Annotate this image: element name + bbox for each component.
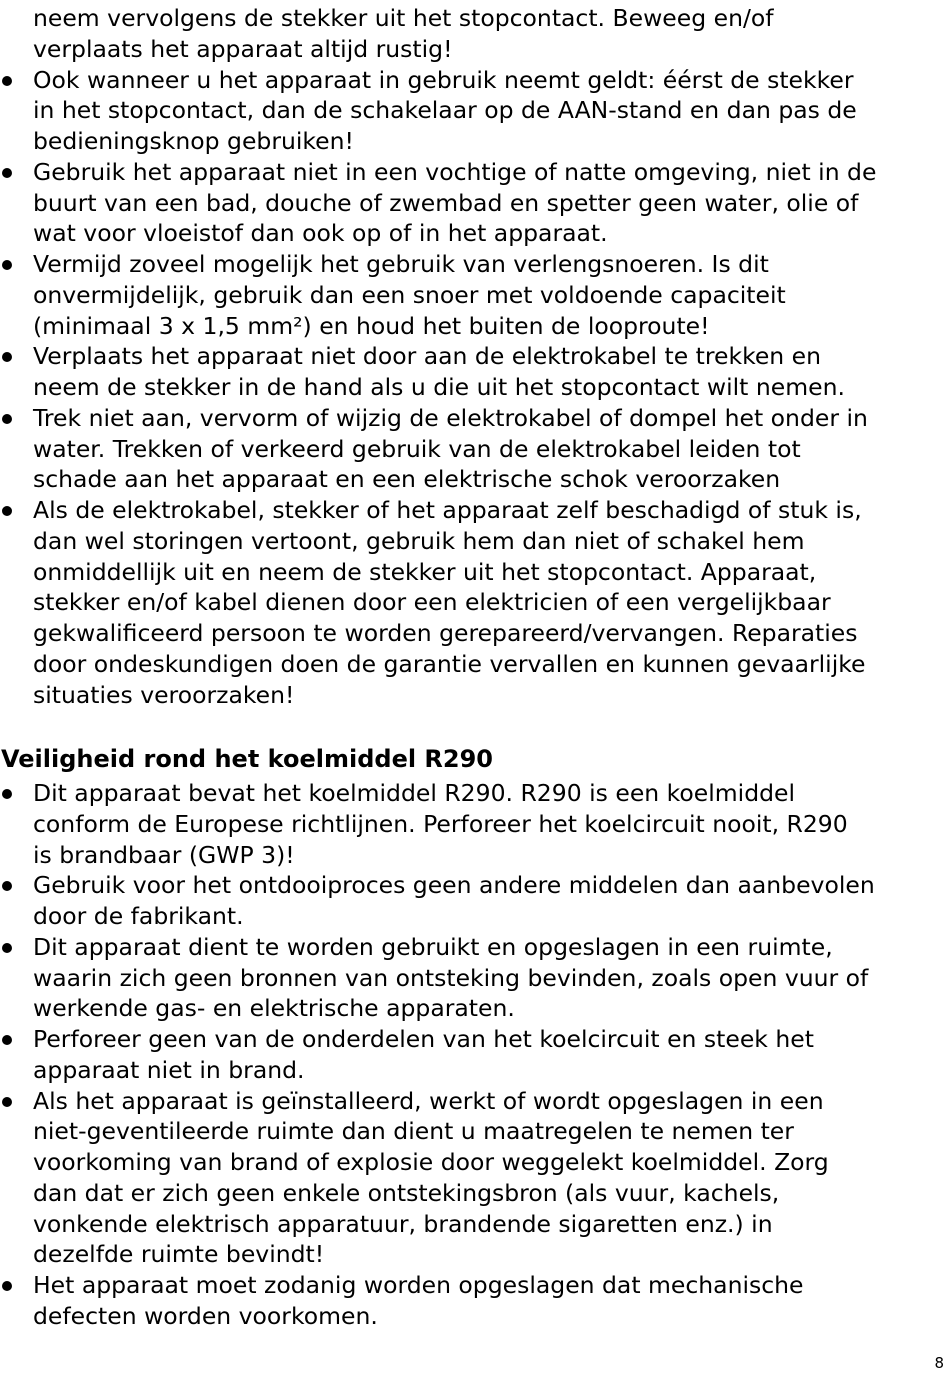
text-line: stekker en/of kabel dienen door een elektricien of een vergelijkbaar xyxy=(33,588,831,617)
page-number: 8 xyxy=(934,1354,944,1372)
bullet-icon xyxy=(2,789,12,799)
text-line: situaties veroorzaken! xyxy=(33,680,295,709)
text-line: Als het apparaat is geïnstalleerd, werkt of wordt opgeslagen in een xyxy=(33,1086,824,1115)
text-line: Gebruik voor het ontdooiproces geen andere middelen dan aanbevolen xyxy=(33,871,875,900)
text-line: Ook wanneer u het apparaat in gebruik neemt geldt: éérst de stekker xyxy=(33,65,854,94)
text-line: waarin zich geen bronnen van ontsteking bevinden, zoals open vuur of xyxy=(33,963,869,992)
text-line: Vermijd zoveel mogelijk het gebruik van verlengsnoeren. Is dit xyxy=(33,250,769,278)
text-line: Dit apparaat dient te worden gebruikt en opgeslagen in een ruimte, xyxy=(33,932,833,961)
text-line: water. Trekken of verkeerd gebruik van de elektrokabel leiden tot xyxy=(33,434,801,463)
text-line: Verplaats het apparaat niet door aan de elektrokabel te trekken en xyxy=(33,342,822,371)
bullet-icon xyxy=(2,1035,12,1045)
text-line: buurt van een bad, douche of zwembad en spetter geen water, olie of xyxy=(33,188,859,217)
text-line: bedieningsknop gebruiken! xyxy=(33,127,354,155)
text-line: wat voor vloeistof dan ook op of in het apparaat. xyxy=(33,219,608,248)
text-line: Perforeer geen van de onderdelen van het koelcircuit en steek het xyxy=(33,1025,814,1053)
text-line: onvermijdelijk, gebruik dan een snoer met voldoende capaciteit xyxy=(33,280,786,309)
text-line: Gebruik het apparaat niet in een vochtige of natte omgeving, niet in de xyxy=(33,157,877,186)
text-line: Dit apparaat bevat het koelmiddel R290. R290 is een koelmiddel xyxy=(33,779,796,807)
text-line: apparaat niet in brand. xyxy=(33,1055,305,1084)
text-line: door ondeskundigen doen de garantie vervallen en kunnen gevaarlijke xyxy=(33,649,866,678)
text-line: gekwalificeerd persoon te worden gerepareerd/vervangen. Reparaties xyxy=(33,619,858,647)
bullet-icon xyxy=(2,260,12,270)
text-line: (minimaal 3 x 1,5 mm²) en houd het buiten de looproute! xyxy=(33,311,710,340)
text-line: niet-geventileerde ruimte dan dient u maatregelen te nemen ter xyxy=(33,1117,794,1146)
text-line: Het apparaat moet zodanig worden opgeslagen dat mechanische xyxy=(33,1271,804,1299)
bullet-icon xyxy=(2,76,12,86)
text-line: defecten worden voorkomen. xyxy=(33,1301,378,1330)
bullet-icon xyxy=(2,414,12,424)
text-line: in het stopcontact, dan de schakelaar op de AAN-stand en dan pas de xyxy=(33,96,857,125)
bullet-icon xyxy=(2,881,12,891)
text-line: vonkende elektrisch apparatuur, brandende sigaretten enz.) in xyxy=(33,1209,773,1238)
text-line: voorkoming van brand of explosie door weggelekt koelmiddel. Zorg xyxy=(33,1148,829,1176)
text-line: conform de Europese richtlijnen. Perforeer het koelcircuit nooit, R290 xyxy=(33,809,848,838)
bullet-icon xyxy=(2,1097,12,1107)
text-line: onmiddellijk uit en neem de stekker uit het stopcontact. Apparaat, xyxy=(33,557,817,586)
text-line: Trek niet aan, vervorm of wijzig de elektrokabel of dompel het onder in xyxy=(33,403,868,432)
bullet-icon xyxy=(2,506,12,516)
bullet-icon xyxy=(2,943,12,953)
text-line: schade aan het apparaat en een elektrische schok veroorzaken xyxy=(33,465,781,494)
text-line: neem de stekker in de hand als u die uit het stopcontact wilt nemen. xyxy=(33,373,845,401)
bullet-icon xyxy=(2,352,12,362)
bullet-icon xyxy=(2,168,12,178)
text-line: is brandbaar (GWP 3)! xyxy=(33,840,295,869)
text-line: dezelfde ruimte bevindt! xyxy=(33,1240,325,1269)
section-heading: Veiligheid rond het koelmiddel R290 xyxy=(1,745,493,774)
text-line: dan wel storingen vertoont, gebruik hem dan niet of schakel hem xyxy=(33,526,805,555)
text-line: Als de elektrokabel, stekker of het apparaat zelf beschadigd of stuk is, xyxy=(33,496,862,524)
text-line: door de fabrikant. xyxy=(33,902,244,930)
text-line: dan dat er zich geen enkele ontstekingsbron (als vuur, kachels, xyxy=(33,1178,780,1207)
text-line: neem vervolgens de stekker uit het stopcontact. Beweeg en/of xyxy=(33,4,774,32)
text-line: werkende gas- en elektrische apparaten. xyxy=(33,994,515,1023)
text-line: verplaats het apparaat altijd rustig! xyxy=(33,34,453,63)
bullet-icon xyxy=(2,1281,12,1291)
